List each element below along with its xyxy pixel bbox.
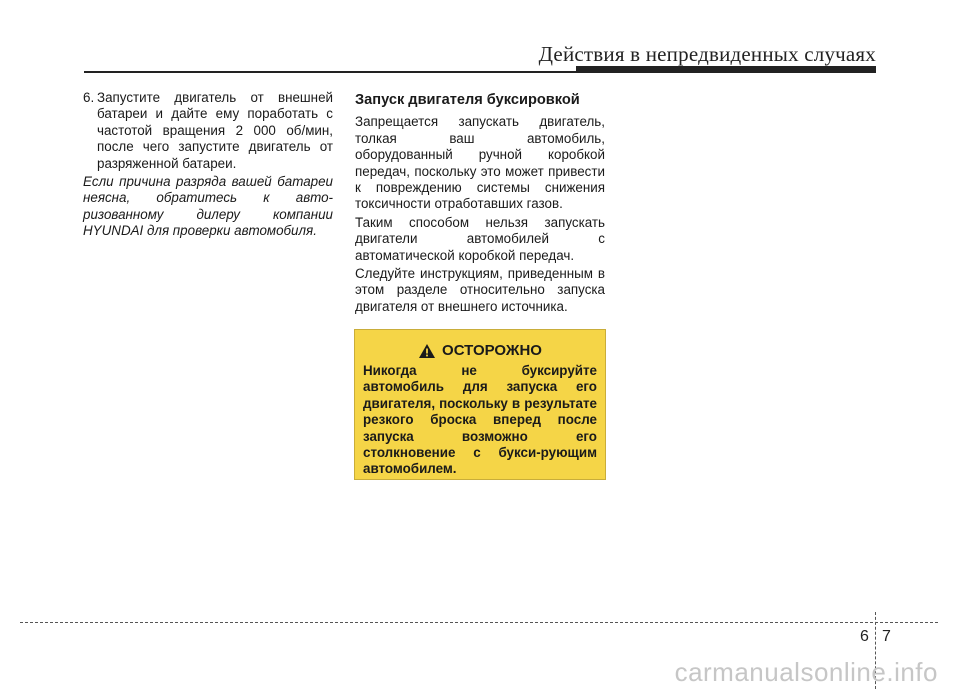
step-number: 6. [83,90,95,105]
warning-title: ОСТОРОЖНО [442,342,542,359]
left-column [83,90,333,242]
warning-header [363,342,597,359]
chapter-number: 6 [860,628,869,645]
paragraph: Запрещается запускать двигатель, толкая ваш автомобиль, оборудованный ручной коробкой передач, поскольку это может привести к повреждению системы снижения токсичности отработавших газов. [355,114,605,212]
warning-triangle-icon [418,343,436,359]
header-rule [84,71,876,73]
page-number: 7 [882,628,891,645]
step-6 [83,90,333,172]
note-text: Если причина разряда вашей батареи неясна, обратитесь к авто-ризованному дилеру компании HYUNDAI для проверки автомобиля. [83,174,333,239]
warning-text: Никогда не буксируйте автомобиль для запуска его двигателя, поскольку в результате резкого броска вперед после запуска возможно его столкновение с букси-рующим автомобилем. [363,363,597,477]
warning-box [355,330,605,479]
paragraph: Следуйте инструкциям, приведенным в этом разделе относительно запуска двигателя от внешнего источника. [355,266,605,314]
section-title: Запуск двигателя буксировкой [355,92,580,108]
section-header-title: Действия в непредвиденных случаях [538,42,876,66]
middle-column [355,90,605,317]
step-text: Запустите двигатель от внешней батареи и дайте ему поработать с частотой вращения 2 000 об/мин, после чего запустите двигатель от разряженной батареи. [97,90,333,171]
footer-rule [20,622,938,623]
paragraph: Таким способом нельзя запускать двигатели автомобилей с автоматической коробкой передач. [355,214,605,263]
watermark: carmanualsonline.info [674,657,938,687]
